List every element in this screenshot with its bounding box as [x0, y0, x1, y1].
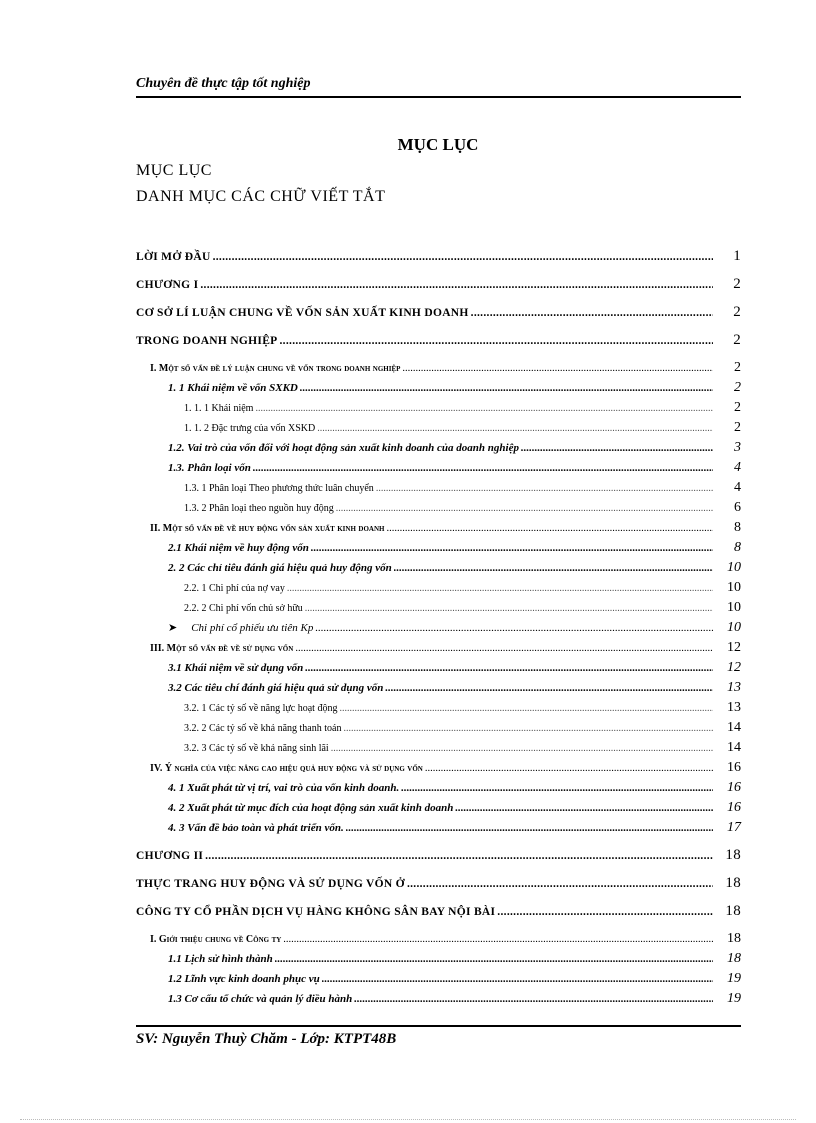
footer-rule — [136, 1025, 741, 1027]
subheading-muc-luc: MỤC LỤC — [136, 162, 212, 179]
toc-entry[interactable]: 3.2. 2 Các tỷ số về khả năng thanh toán ..... 14 — [184, 720, 741, 738]
toc-entry[interactable]: II. Một số vấn đề về huy động vốn sản xuất kinh doanh ..... 8 — [150, 520, 741, 538]
toc-entry[interactable]: TRONG DOANH NGHIỆP ..... 2 — [136, 332, 741, 350]
toc-entry[interactable]: 1.3. Phân loại vốn ..... 4 — [168, 460, 741, 478]
toc-entry[interactable]: 1.3 Cơ cấu tổ chức và quản lý điều hành ..... 19 — [168, 991, 741, 1009]
toc-entry[interactable]: I. Giới thiệu chung về Công ty ..... 18 — [150, 931, 741, 949]
page-title: MỤC LỤC — [397, 135, 479, 154]
toc-entry[interactable]: 3.2. 1 Các tỷ số về năng lực hoạt động ..... 13 — [184, 700, 741, 718]
toc-entry[interactable]: I. Một số vấn đề lý luận chung về vốn trong doanh nghiệp ..... 2 — [150, 360, 741, 378]
subheading-abbreviations: DANH MỤC CÁC CHỮ VIẾT TẮT — [136, 188, 386, 205]
page-header: Chuyên đề thực tập tốt nghiệp — [136, 76, 311, 91]
toc-entry[interactable]: CÔNG TY CỔ PHẦN DỊCH VỤ HÀNG KHÔNG SÂN BAY NỘI BÀI ..... 18 — [136, 903, 741, 921]
toc-entry[interactable]: 3.2 Các tiêu chí đánh giá hiệu quả sử dụng vốn ..... 13 — [168, 680, 741, 698]
toc-entry[interactable]: 2.2. 2 Chi phí vốn chủ sở hữu ..... 10 — [184, 600, 741, 618]
toc-entry[interactable]: 1.2. Vai trò của vốn đối với hoạt động sản xuất kinh doanh của doanh nghiệp ..... 3 — [168, 440, 741, 458]
toc-entry[interactable]: 1.3. 2 Phân loại theo nguồn huy động ..... 6 — [184, 500, 741, 518]
toc-entry[interactable]: 3.2. 3 Các tỷ số về khả năng sinh lãi ..... 14 — [184, 740, 741, 758]
toc-entry[interactable]: 1. 1. 1 Khái niệm ..... 2 — [184, 400, 741, 418]
toc-entry[interactable]: 3.1 Khái niệm về sử dụng vốn ..... 12 — [168, 660, 741, 678]
toc-entry[interactable]: CHƯƠNG II ..... 18 — [136, 847, 741, 865]
toc-entry[interactable]: THỰC TRANG HUY ĐỘNG VÀ SỬ DỤNG VỐN Ở ..... 18 — [136, 875, 741, 893]
toc-entry[interactable]: 4. 1 Xuất phát từ vị trí, vai trò của vốn kinh doanh. ..... 16 — [168, 780, 741, 798]
page-edge — [20, 1119, 796, 1120]
toc-entry[interactable]: ➤ Chi phí cổ phiếu ưu tiên Kp ..... 10 — [168, 620, 741, 638]
toc-entry[interactable]: IV. Ý nghĩa của việc nâng cao hiệu quả huy động và sử dụng vốn ..... 16 — [150, 760, 741, 778]
toc-entry[interactable]: 2.2. 1 Chi phí của nợ vay ..... 10 — [184, 580, 741, 598]
arrow-bullet-icon: ➤ — [168, 621, 178, 634]
page-footer: SV: Nguyễn Thuỳ Chăm - Lớp: KTPT48B — [136, 1031, 397, 1047]
toc-entry[interactable]: 1.1 Lịch sử hình thành ..... 18 — [168, 951, 741, 969]
toc-entry[interactable]: 4. 2 Xuất phát từ mục đích của hoạt động sản xuất kinh doanh ..... 16 — [168, 800, 741, 818]
toc-entry[interactable]: III. Một số vấn đề về sử dụng vốn ..... 12 — [150, 640, 741, 658]
toc-entry[interactable]: 2.1 Khái niệm về huy động vốn ..... 8 — [168, 540, 741, 558]
toc-entry[interactable]: LỜI MỞ ĐẦU ..... 1 — [136, 248, 741, 266]
toc-entry[interactable]: CHƯƠNG I ..... 2 — [136, 276, 741, 294]
toc-entry[interactable]: CƠ SỞ LÍ LUẬN CHUNG VỀ VỐN SẢN XUẤT KINH DOANH ..... 2 — [136, 304, 741, 322]
toc-entry[interactable]: 4. 3 Vấn đề bảo toàn và phát triển vốn. ..... 17 — [168, 820, 741, 838]
toc-entry[interactable]: 2. 2 Các chỉ tiêu đánh giá hiệu quả huy động vốn ..... 10 — [168, 560, 741, 578]
header-rule — [136, 96, 741, 98]
toc-entry[interactable]: 1.3. 1 Phân loại Theo phương thức luân chuyển ..... 4 — [184, 480, 741, 498]
toc-entry[interactable]: 1. 1. 2 Đặc trưng của vốn XSKD ..... 2 — [184, 420, 741, 438]
toc-entry[interactable]: 1. 1 Khái niệm về vốn SXKD ..... 2 — [168, 380, 741, 398]
toc-entry[interactable]: 1.2 Lĩnh vực kinh doanh phục vụ ..... 19 — [168, 971, 741, 989]
